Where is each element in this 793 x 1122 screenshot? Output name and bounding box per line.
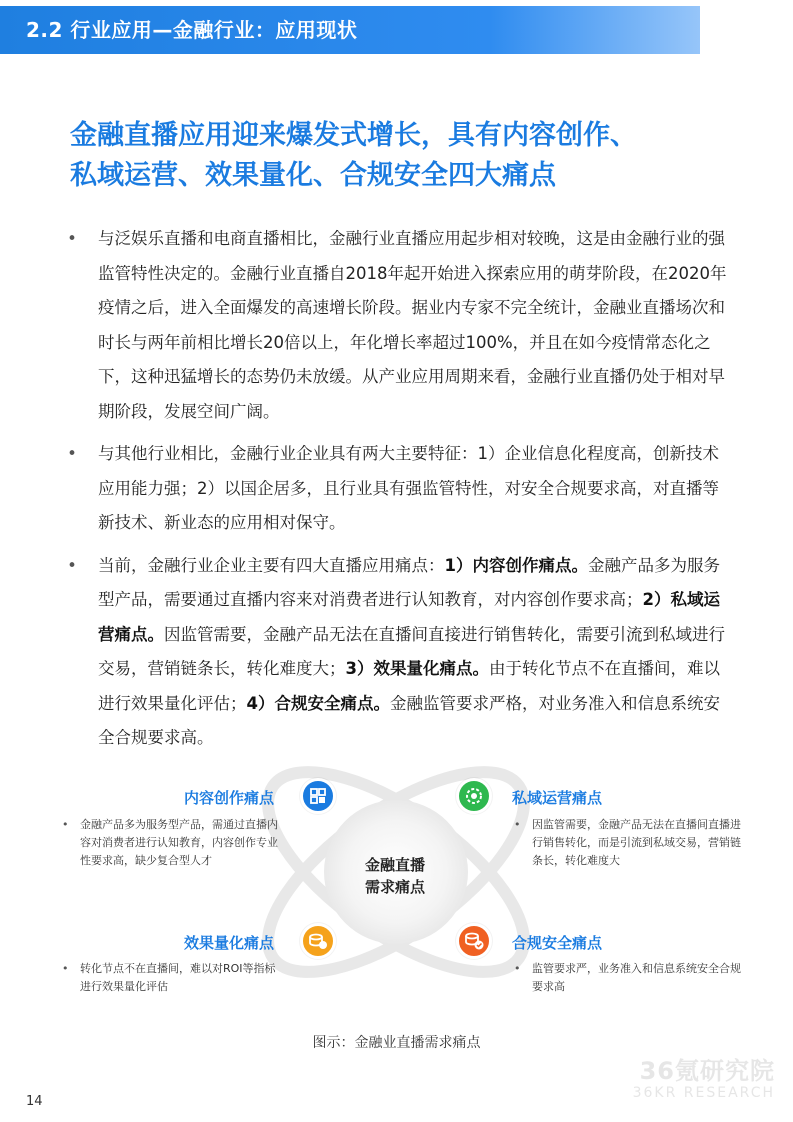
shield-check-icon (456, 923, 492, 959)
bullet-item (66, 549, 732, 756)
node-desc-text: 因监管需要，金融产品无法在直播间直播进行销售转化，而是引流到私域交易，营销链条长，转化难度大 (532, 818, 741, 867)
headline-line-1: 金融直播应用迎来爆发式增长，具有内容创作、 (70, 120, 637, 151)
node-desc-content (62, 816, 285, 870)
bullet-text: 与其他行业相比，金融行业企业具有两大主要特征：1）企业信息化程度高，创新技术应用能力强；2）以国企居多，且行业具有强监管特性，对安全合规要求高，对直播等新技术、新业态的应用相对保守。 (98, 444, 719, 532)
node-desc-text: 金融产品多为服务型产品，需通过直播内容对消费者进行认知教育，内容创作专业性要求高，缺少复合型人才 (80, 818, 278, 867)
grid-icon (300, 778, 336, 814)
node-title-effect: 效果量化痛点 (184, 934, 275, 952)
bullet-dot-icon: • (67, 444, 77, 463)
pain-points-diagram (0, 760, 793, 1020)
shield-check-icon-glyph (459, 926, 489, 956)
center-label-line-1: 金融直播 (364, 856, 425, 874)
center-label-line-2: 需求痛点 (364, 878, 425, 896)
logo-36: 36 (755, 8, 776, 28)
headline (70, 116, 750, 196)
grid-icon-glyph (303, 781, 333, 811)
watermark-line-2: 36KR RESEARCH (632, 1085, 775, 1101)
logo-kr: Kr (755, 26, 784, 52)
watermark (633, 1057, 775, 1101)
gear-icon (456, 778, 492, 814)
coins-icon-glyph (303, 926, 333, 956)
bullet-list (66, 222, 732, 764)
node-desc-effect (62, 960, 285, 996)
gear-icon-glyph (459, 781, 489, 811)
bullet-bold-part: 1）内容创作痛点。 (444, 555, 588, 575)
page-number: 14 (26, 1094, 43, 1109)
bullet-text-part: 当前，金融行业企业主要有四大直播应用痛点： (98, 555, 445, 575)
bullet-text-part: 由于转化节点不在直播间，难以进行效果量化评估； (98, 659, 720, 713)
bullet-bold-part: 2）私域运营痛点。 (98, 590, 720, 644)
center-label (340, 854, 450, 898)
node-title-compliance: 合规安全痛点 (512, 934, 603, 952)
headline-line-2: 私域运营、效果量化、合规安全四大痛点 (70, 160, 556, 191)
section-title: 2.2 行业应用—金融行业：应用现状 (26, 18, 358, 42)
node-desc-text: 转化节点不在直播间，难以对ROI等指标进行效果量化评估 (80, 962, 276, 993)
watermark-line-1: 36氪研究院 (639, 1057, 775, 1085)
bullet-item (66, 222, 732, 429)
bullet-text: 与泛娱乐直播和电商直播相比，金融行业直播应用起步相对较晚，这是由金融行业的强监管特性决定的。金融行业直播自2018年起开始进入探索应用的萌芽阶段，在2020年疫情之后，进入全面爆发的高速增长阶段。据业内专家不完全统计，金融业直播场次和时长与两年前相比增长20倍以上，年化增长率超过100%，并且在如今疫情常态化之下，这种迅猛增长的态势仍未放缓。从产业应用周期来看，金融行业直播仍处于相对早期阶段，发展空间广阔。 (98, 229, 727, 421)
node-title-private: 私域运营痛点 (512, 789, 603, 807)
node-desc-compliance (514, 960, 742, 996)
bullet-dot-icon: • (67, 229, 77, 248)
bullet-dot-icon: • (62, 962, 69, 975)
36kr-logo (693, 4, 793, 52)
bullet-dot-icon: • (67, 555, 77, 575)
bullet-dot-icon: • (62, 818, 69, 831)
bullet-dot-icon: • (514, 818, 521, 831)
header-bar (0, 6, 700, 54)
bullet-text-part: 金融监管要求严格，对业务准入和信息系统安全合规要求高。 (98, 693, 720, 747)
figure-caption: 图示：金融业直播需求痛点 (312, 1035, 481, 1051)
bullet-text-part: 金融产品多为服务型产品，需要通过直播内容来对消费者进行认知教育，对内容创作要求高； (98, 555, 720, 609)
coins-icon (300, 923, 336, 959)
bullet-bold-part: 3）效果量化痛点。 (345, 659, 489, 678)
bullet-bold-part: 4）合规安全痛点。 (246, 693, 390, 713)
node-desc-text: 监管要求严，业务准入和信息系统安全合规要求高 (532, 962, 741, 993)
bullet-dot-icon: • (514, 962, 521, 975)
node-desc-private (514, 816, 742, 870)
bullet-item (66, 437, 732, 541)
bullet-text-part: 因监管需要，金融产品无法在直播间直接进行销售转化，需要引流到私域进行交易，营销链条长，转化难度大； (98, 624, 725, 678)
node-title-content: 内容创作痛点 (184, 789, 275, 807)
